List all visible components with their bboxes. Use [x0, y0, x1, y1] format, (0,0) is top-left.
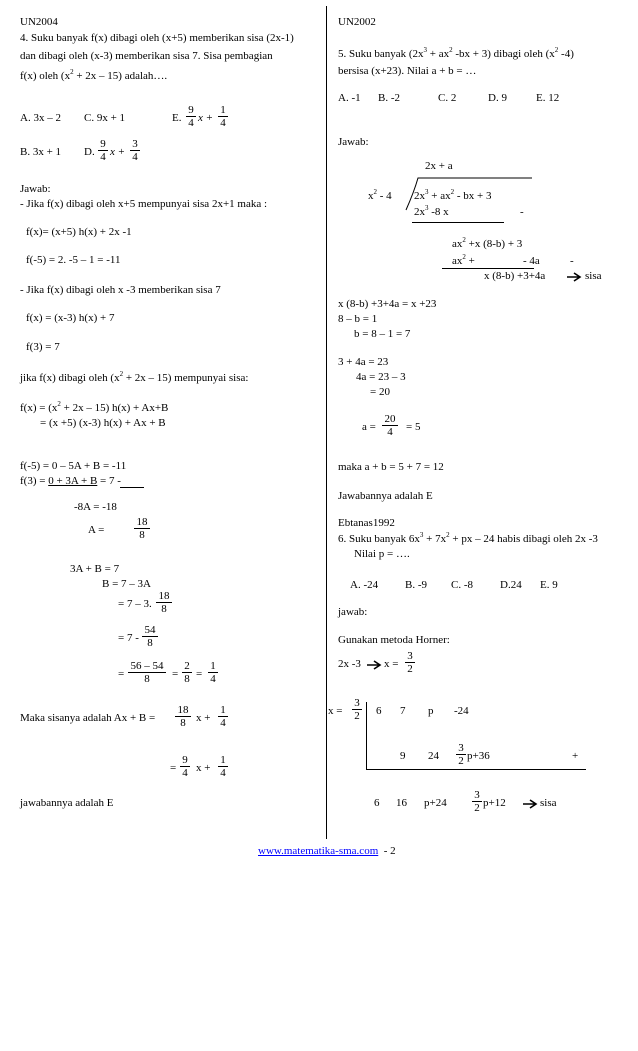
underline-rule	[120, 487, 144, 488]
minus-sign: -	[570, 255, 574, 267]
option-a: A. 3x – 2	[20, 112, 61, 124]
option-a: A. -1	[338, 92, 361, 104]
division-row: $2x^3 + ax^2$ - bx + 3	[414, 188, 492, 202]
horner-result: p+12	[483, 797, 506, 809]
solution-line: f(x)= (x+5) h(x) + 2x -1	[26, 226, 132, 238]
horner-value: 24	[428, 750, 439, 762]
column-divider	[326, 6, 327, 839]
solution-line: -8A = -18	[74, 501, 117, 513]
option-b: B. 3x + 1	[20, 146, 62, 158]
arrow-right-icon	[366, 660, 382, 670]
horner-horizontal-rule	[366, 769, 586, 770]
option-c: C. -8	[451, 579, 473, 591]
solution-line: jika f(x) dibagi oleh $(x^2 + 2x - 15)$ mempunyai sisa:	[20, 370, 249, 384]
option-d: D.24	[500, 579, 522, 591]
subtraction-rule	[412, 222, 504, 223]
solution-line: = 7 -	[118, 632, 139, 644]
solution-line: 4a = 23 – 3	[356, 371, 406, 383]
fraction: $\frac{3}{2}$	[352, 697, 362, 722]
option-b: B. -2	[378, 92, 400, 104]
horner-root-label: x =	[328, 705, 343, 717]
division-row: $ax^2$ +	[452, 253, 475, 267]
solution-line: - Jika f(x) dibagi oleh x -3 memberikan sisa 7	[20, 284, 221, 296]
arrow-right-icon	[522, 799, 538, 809]
solution-line: f(x) = (x-3) h(x) + 7	[26, 312, 115, 324]
solution-line: A =	[88, 524, 105, 536]
fraction: $\frac{18}{8}$	[134, 516, 150, 541]
fraction: $\frac{3}{2}$	[405, 650, 415, 675]
question-text: dan dibagi oleh (x-3) memberikan sisa 7. Sisa pembagian	[20, 50, 273, 62]
option-e: E. 9	[540, 579, 558, 591]
arrow-right-icon	[566, 272, 582, 282]
source-label: UN2002	[338, 16, 376, 28]
horner-coefficient: 7	[400, 705, 406, 717]
question-text: 4. Suku banyak f(x) dibagi oleh (x+5) memberikan sisa (2x-1)	[20, 32, 294, 44]
horner-vertical-rule	[366, 702, 367, 770]
jawab-label: Jawab:	[20, 183, 51, 195]
solution-line: $f(x) = (x^2 + 2x - 15) h(x) + Ax+B$	[20, 400, 169, 414]
division-row: - 4a	[523, 255, 540, 267]
question-text: bersisa (x+23). Nilai a + b = …	[338, 65, 477, 77]
division-quotient: 2x + a	[425, 160, 453, 172]
fraction: $\frac{18}{8}$	[156, 590, 172, 615]
solution-line: B = 7 – 3A	[102, 578, 151, 590]
solution-line: - Jika f(x) dibagi oleh x+5 mempunyai sisa 2x+1 maka :	[20, 198, 268, 210]
solution-line: 3A + B = 7	[70, 563, 120, 575]
division-row: $ax^2 +x$ (8-b) + 3	[452, 236, 523, 250]
option-d-label: D.	[84, 146, 95, 158]
minus-sign: -	[520, 206, 524, 218]
horner-value: 9	[400, 750, 406, 762]
solution-line: Maka sisanya adalah Ax + B =	[20, 712, 156, 724]
question-text: 5. Suku banyak ($2x^3 + ax^2$ -bx + 3) dibagi oleh ($x^2$ -4)	[338, 46, 574, 60]
fraction: $\frac{3}{2}$	[456, 742, 466, 767]
solution-line: 2x -3	[338, 658, 361, 670]
question-text: 6. Suku banyak $6x^3 + 7x^2$ + px – 24 habis dibagi oleh 2x -3	[338, 531, 598, 545]
fraction: $\frac{20}{4}$	[382, 413, 398, 438]
remainder-label: sisa	[585, 270, 602, 282]
option-d-var: x +	[110, 146, 126, 158]
jawab-label: Jawab:	[338, 136, 369, 148]
fraction: $\frac{9}{4}$	[186, 104, 196, 129]
horner-coefficient: p	[428, 705, 434, 717]
solution-line: = 7 – 3.	[118, 598, 152, 610]
page-number: - 2	[383, 845, 396, 857]
fraction: $\frac{9}{4}$	[98, 138, 108, 163]
solution-line: x +	[196, 762, 211, 774]
fraction: $\frac{3}{4}$	[130, 138, 140, 163]
answer-line: Jawabannya adalah E	[338, 490, 433, 502]
fraction: $\frac{1}{4}$	[218, 104, 228, 129]
fraction: $\frac{1}{4}$	[218, 704, 228, 729]
horner-coefficient: 6	[376, 705, 382, 717]
solution-line: f(-5) = 2. -5 – 1 = -11	[26, 254, 121, 266]
horner-result: 16	[396, 797, 407, 809]
option-d: D. 9	[488, 92, 507, 104]
option-e-label: E.	[172, 112, 182, 124]
solution-line: x =	[384, 658, 399, 670]
option-a: A. -24	[350, 579, 379, 591]
jawab-label: jawab:	[338, 606, 368, 618]
solution-line: maka a + b = 5 + 7 = 12	[338, 461, 444, 473]
question-text: Nilai p = ….	[354, 548, 410, 560]
solution-line: = 5	[406, 421, 421, 433]
option-e-var: x +	[198, 112, 214, 124]
solution-line: b = 8 – 1 = 7	[354, 328, 411, 340]
solution-line: =	[170, 762, 177, 774]
solution-line: =	[196, 668, 203, 680]
solution-line: = (x +5) (x-3) h(x) + Ax + B	[40, 417, 166, 429]
source-label: Ebtanas1992	[338, 517, 395, 529]
division-divisor: $x^2 - 4$	[368, 188, 392, 202]
source-label: UN2004	[20, 16, 58, 28]
fraction: $\frac{56 - 54}{8}$	[128, 660, 166, 685]
option-c: C. 9x + 1	[84, 112, 126, 124]
horner-value: p+36	[467, 750, 490, 762]
option-c: C. 2	[438, 92, 457, 104]
remainder-label: sisa	[540, 797, 557, 809]
solution-line: =	[172, 668, 179, 680]
solution-line: 8 – b = 1	[338, 313, 378, 325]
solution-line: f(-5) = 0 – 5A + B = -11	[20, 460, 127, 472]
question-text: f(x) oleh $(x^2 + 2x - 15)$ adalah….	[20, 68, 168, 82]
fraction: $\frac{2}{8}$	[182, 660, 192, 685]
footer-link[interactable]: www.matematika-sma.com	[258, 845, 379, 857]
division-row: $2x^3$ -8 x	[414, 204, 449, 218]
option-b: B. -9	[405, 579, 427, 591]
solution-line: Gunakan metoda Horner:	[338, 634, 450, 646]
fraction: $\frac{9}{4}$	[180, 754, 190, 779]
solution-line: x +	[196, 712, 211, 724]
fraction: $\frac{1}{4}$	[218, 754, 228, 779]
plus-sign: +	[572, 750, 579, 762]
fraction: $\frac{3}{2}$	[472, 789, 482, 814]
footer	[258, 845, 396, 858]
solution-line: 3 + 4a = 23	[338, 356, 389, 368]
solution-line: x (8-b) +3+4a = x +23	[338, 298, 437, 310]
solution-line: f(3) = 0 + 3A + B = 7 -	[20, 475, 121, 487]
solution-line: a =	[362, 421, 376, 433]
fraction: $\frac{54}{8}$	[142, 624, 158, 649]
horner-result: 6	[374, 797, 380, 809]
horner-coefficient: -24	[454, 705, 469, 717]
fraction: $\frac{1}{4}$	[208, 660, 218, 685]
solution-line: f(3) = 7	[26, 341, 60, 353]
option-e: E. 12	[536, 92, 560, 104]
subtraction-rule	[442, 268, 534, 269]
horner-result: p+24	[424, 797, 447, 809]
division-remainder: x (8-b) +3+4a	[484, 270, 546, 282]
answer-line: jawabannya adalah E	[20, 797, 114, 809]
solution-line: = 20	[370, 386, 390, 398]
solution-line: =	[118, 668, 125, 680]
fraction: $\frac{18}{8}$	[175, 704, 191, 729]
